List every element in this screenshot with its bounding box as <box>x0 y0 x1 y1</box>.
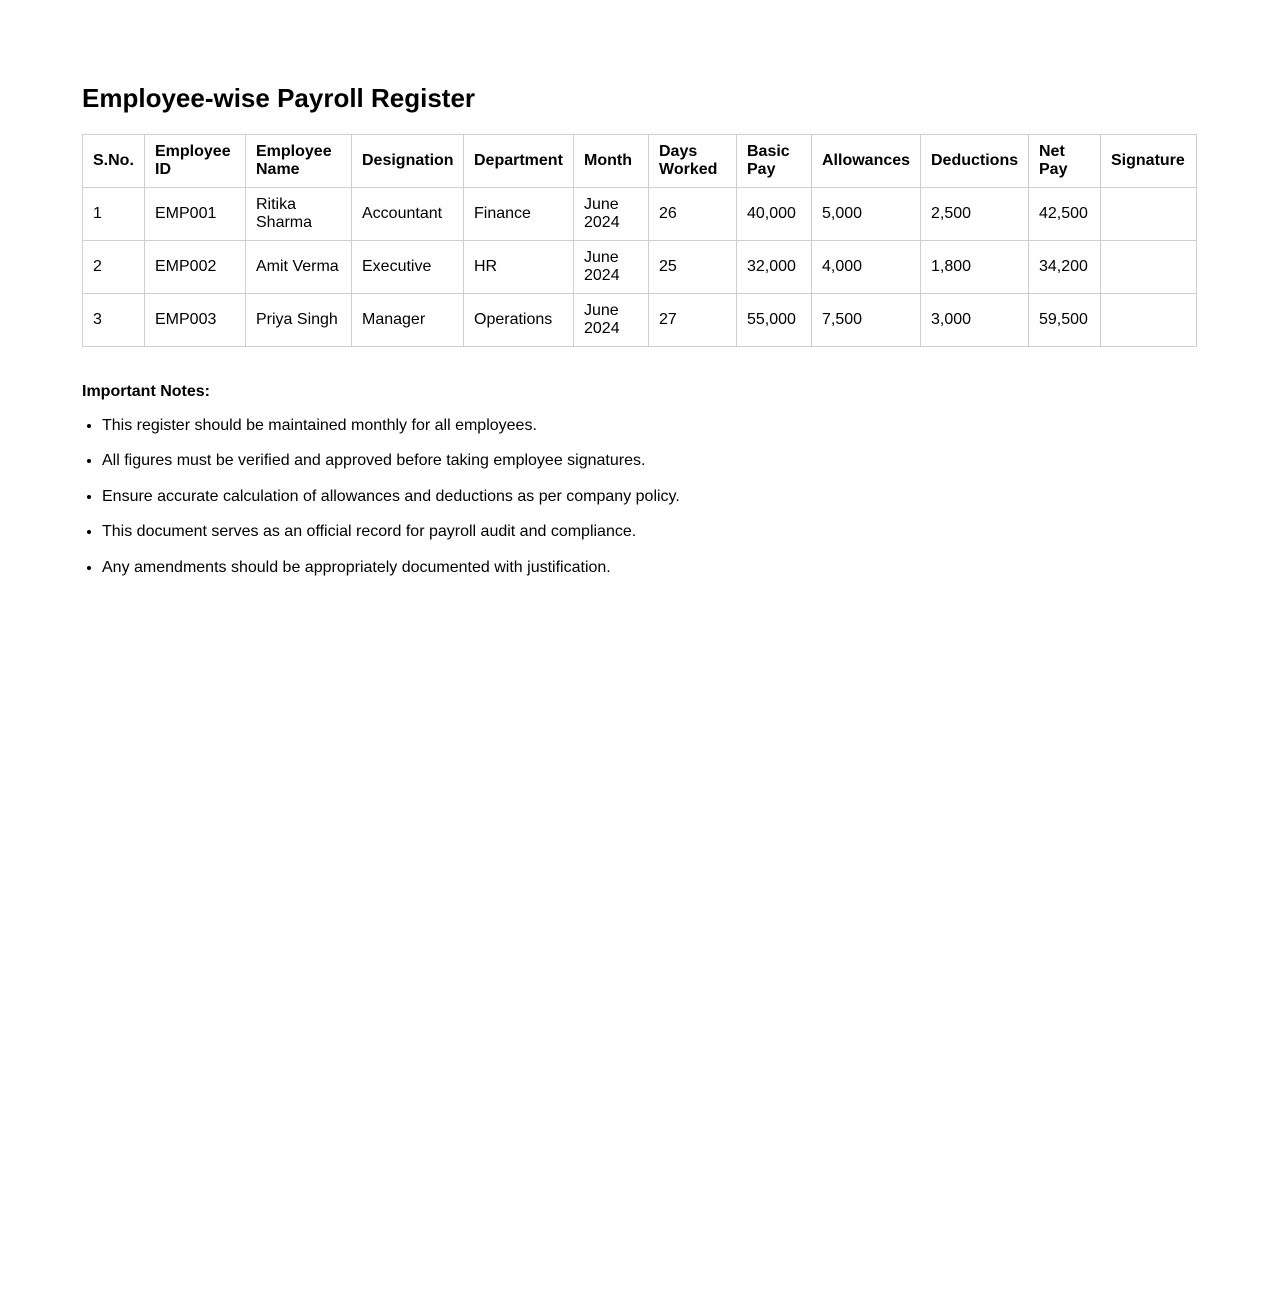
cell-employee-id: EMP002 <box>145 241 246 294</box>
list-item: • All figures must be verified and approved before taking employee signatures. <box>102 451 1102 471</box>
table-header-row <box>83 135 1197 188</box>
cell-department: HR <box>464 241 574 294</box>
payroll-table <box>82 134 1197 347</box>
notes-heading: Important Notes: <box>82 383 210 400</box>
cell-basic-pay: 32,000 <box>737 241 812 294</box>
header-basic-pay: Basic Pay <box>737 135 812 188</box>
cell-allowances: 7,500 <box>812 294 921 347</box>
header-employee-id: Employee ID <box>145 135 246 188</box>
cell-department: Finance <box>464 188 574 241</box>
header-days-worked: Days Worked <box>649 135 737 188</box>
cell-employee-name: Priya Singh <box>246 294 352 347</box>
cell-designation: Manager <box>352 294 464 347</box>
cell-designation: Executive <box>352 241 464 294</box>
list-item: • Any amendments should be appropriately documented with justification. <box>102 558 1102 578</box>
cell-employee-name: Amit Verma <box>246 241 352 294</box>
cell-month: June 2024 <box>574 294 649 347</box>
cell-signature <box>1101 188 1197 241</box>
notes-list <box>82 416 1102 593</box>
cell-sno: 1 <box>83 188 145 241</box>
cell-basic-pay: 40,000 <box>737 188 812 241</box>
table-row <box>83 188 1197 241</box>
header-employee-name: Employee Name <box>246 135 352 188</box>
table-row <box>83 241 1197 294</box>
cell-allowances: 5,000 <box>812 188 921 241</box>
cell-month: June 2024 <box>574 188 649 241</box>
cell-signature <box>1101 241 1197 294</box>
header-allowances: Allowances <box>812 135 921 188</box>
header-deductions: Deductions <box>921 135 1029 188</box>
cell-deductions: 1,800 <box>921 241 1029 294</box>
list-item: • This document serves as an official record for payroll audit and compliance. <box>102 522 1102 542</box>
cell-signature <box>1101 294 1197 347</box>
cell-allowances: 4,000 <box>812 241 921 294</box>
header-month: Month <box>574 135 649 188</box>
cell-deductions: 3,000 <box>921 294 1029 347</box>
cell-days-worked: 26 <box>649 188 737 241</box>
cell-sno: 3 <box>83 294 145 347</box>
table-row <box>83 294 1197 347</box>
page-title: Employee-wise Payroll Register <box>82 83 476 113</box>
cell-deductions: 2,500 <box>921 188 1029 241</box>
header-signature: Signature <box>1101 135 1197 188</box>
header-department: Department <box>464 135 574 188</box>
cell-basic-pay: 55,000 <box>737 294 812 347</box>
header-sno: S.No. <box>83 135 145 188</box>
cell-net-pay: 59,500 <box>1029 294 1101 347</box>
cell-department: Operations <box>464 294 574 347</box>
cell-employee-id: EMP003 <box>145 294 246 347</box>
cell-month: June 2024 <box>574 241 649 294</box>
header-net-pay: Net Pay <box>1029 135 1101 188</box>
list-item: • Ensure accurate calculation of allowances and deductions as per company policy. <box>102 487 1102 507</box>
list-item: • This register should be maintained monthly for all employees. <box>102 416 1102 436</box>
cell-net-pay: 42,500 <box>1029 188 1101 241</box>
cell-employee-id: EMP001 <box>145 188 246 241</box>
cell-net-pay: 34,200 <box>1029 241 1101 294</box>
cell-employee-name: Ritika Sharma <box>246 188 352 241</box>
cell-days-worked: 25 <box>649 241 737 294</box>
cell-designation: Accountant <box>352 188 464 241</box>
header-designation: Designation <box>352 135 464 188</box>
cell-days-worked: 27 <box>649 294 737 347</box>
cell-sno: 2 <box>83 241 145 294</box>
